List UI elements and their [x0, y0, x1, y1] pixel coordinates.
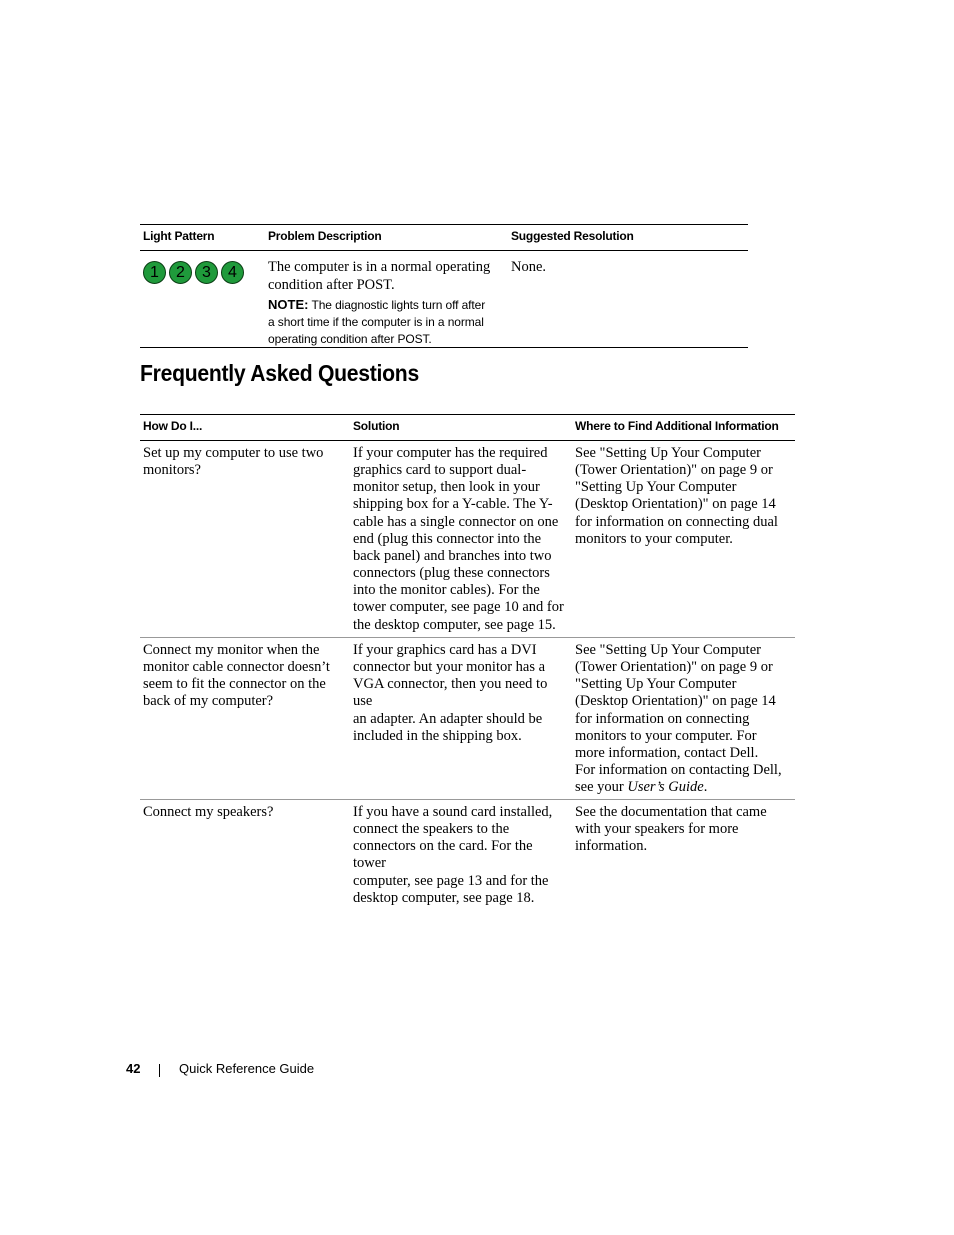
text-line: (Tower Orientation)" on page 9 or	[575, 659, 773, 676]
text-line: connector but your monitor has a	[353, 659, 546, 676]
text-line: computer, see page 13 and for the	[353, 872, 549, 889]
text-line: connectors (plug these connectors	[353, 565, 550, 582]
text-line: If your graphics card has a DVI	[353, 642, 537, 658]
faq-table-header	[140, 415, 795, 441]
text-line: (Tower Orientation)" on page 9 or	[575, 462, 773, 479]
text-line: seem to fit the connector on the	[143, 676, 326, 693]
text-line: desktop computer, see page 18.	[353, 889, 535, 906]
text-line: (Desktop Orientation)" on page 14	[575, 693, 776, 710]
header-where-to-find: Where to Find Additional Information	[575, 419, 779, 433]
text-line: the desktop computer, see page 15.	[353, 616, 556, 633]
faq-solution	[353, 445, 569, 634]
text-line: back of my computer?	[143, 693, 274, 710]
text-line: (Desktop Orientation)" on page 14	[575, 496, 776, 513]
text-line: shipping box for a Y-cable. The Y-	[353, 496, 553, 513]
faq-question	[143, 804, 338, 821]
text-line: See "Setting Up Your Computer	[575, 445, 761, 461]
text-line: information.	[575, 838, 648, 855]
text-line: monitor cable connector doesn’t	[143, 659, 330, 676]
light-pattern	[143, 261, 244, 284]
faq-row	[140, 800, 795, 906]
text-line: tower computer, see page 10 and for	[353, 599, 564, 616]
header-problem-description: Problem Description	[268, 229, 382, 243]
text-line: an adapter. An adapter should be	[353, 710, 543, 727]
note-label: NOTE:	[268, 297, 309, 312]
suggested-resolution: None.	[511, 259, 547, 275]
text-line: with your speakers for more	[575, 821, 739, 838]
diagnostic-light-4-icon: 4	[221, 261, 244, 284]
text-line: monitors?	[143, 462, 201, 479]
text-line: monitors to your computer.	[575, 530, 733, 547]
faq-question	[143, 642, 338, 711]
page-number: 42	[126, 1061, 141, 1076]
faq-info	[575, 804, 791, 855]
lights-table-row	[140, 251, 748, 347]
header-solution: Solution	[353, 419, 400, 433]
faq-info	[575, 445, 791, 548]
diagnostic-light-3-icon: 3	[195, 261, 218, 284]
text-line: back panel) and branches into two	[353, 547, 552, 564]
problem-description	[268, 259, 504, 348]
description-line: The computer is in a normal operating	[268, 259, 491, 275]
text-line: into the monitor cables). For the	[353, 582, 540, 599]
faq-row	[140, 441, 795, 638]
text-line: end (plug this connector into the	[353, 530, 542, 547]
text-line: See "Setting Up Your Computer	[575, 642, 761, 658]
text-line: "Setting Up Your Computer	[575, 479, 737, 496]
text-line: cable has a single connector on one	[353, 513, 559, 530]
text-line: connectors on the card. For the tower	[353, 838, 533, 872]
text-line: Set up my computer to use two	[143, 445, 324, 461]
header-how-do-i: How Do I...	[143, 419, 203, 433]
note-line: operating condition after POST.	[268, 332, 432, 346]
text-line: see your	[575, 779, 628, 796]
text-line: If your computer has the required	[353, 445, 548, 461]
text-line: For information on contacting Dell,	[575, 762, 782, 779]
header-light-pattern: Light Pattern	[143, 229, 215, 243]
text-line: included in the shipping box.	[353, 727, 522, 744]
description-line: condition after POST.	[268, 276, 395, 293]
faq-table	[140, 414, 795, 906]
section-heading: Frequently Asked Questions	[140, 360, 419, 386]
faq-row	[140, 638, 795, 800]
diagnostic-light-1-icon: 1	[143, 261, 166, 284]
note-line: The diagnostic lights turn off after	[311, 298, 486, 312]
text-line: graphics card to support dual-	[353, 462, 527, 479]
diagnostic-light-2-icon: 2	[169, 261, 192, 284]
text-line: "Setting Up Your Computer	[575, 676, 737, 693]
text-line: Connect my speakers?	[143, 804, 274, 820]
users-guide-title: User’s Guide	[627, 779, 704, 796]
text-line: more information, contact Dell.	[575, 744, 759, 761]
faq-info	[575, 642, 791, 796]
note	[268, 296, 504, 348]
header-suggested-resolution: Suggested Resolution	[511, 229, 634, 243]
text-fragment: .	[703, 779, 708, 796]
lights-table-header	[140, 225, 748, 251]
faq-question	[143, 445, 338, 479]
guide-title: Quick Reference Guide	[179, 1061, 315, 1076]
text-line: VGA connector, then you need to use	[353, 676, 548, 710]
diagnostic-lights-table	[140, 224, 748, 348]
faq-solution	[353, 642, 569, 745]
text-line: If you have a sound card installed,	[353, 804, 553, 820]
text-line: See the documentation that came	[575, 804, 767, 820]
note-line: a short time if the computer is in a normal	[268, 315, 484, 329]
text-line: Connect my monitor when the	[143, 642, 320, 658]
text-line: monitors to your computer. For	[575, 727, 757, 744]
faq-solution	[353, 804, 569, 907]
text-line: for information on connecting dual	[575, 513, 778, 530]
text-line: for information on connecting	[575, 710, 750, 727]
text-line: connect the speakers to the	[353, 821, 510, 838]
text-line: monitor setup, then look in your	[353, 479, 540, 496]
footer-separator	[159, 1064, 160, 1077]
